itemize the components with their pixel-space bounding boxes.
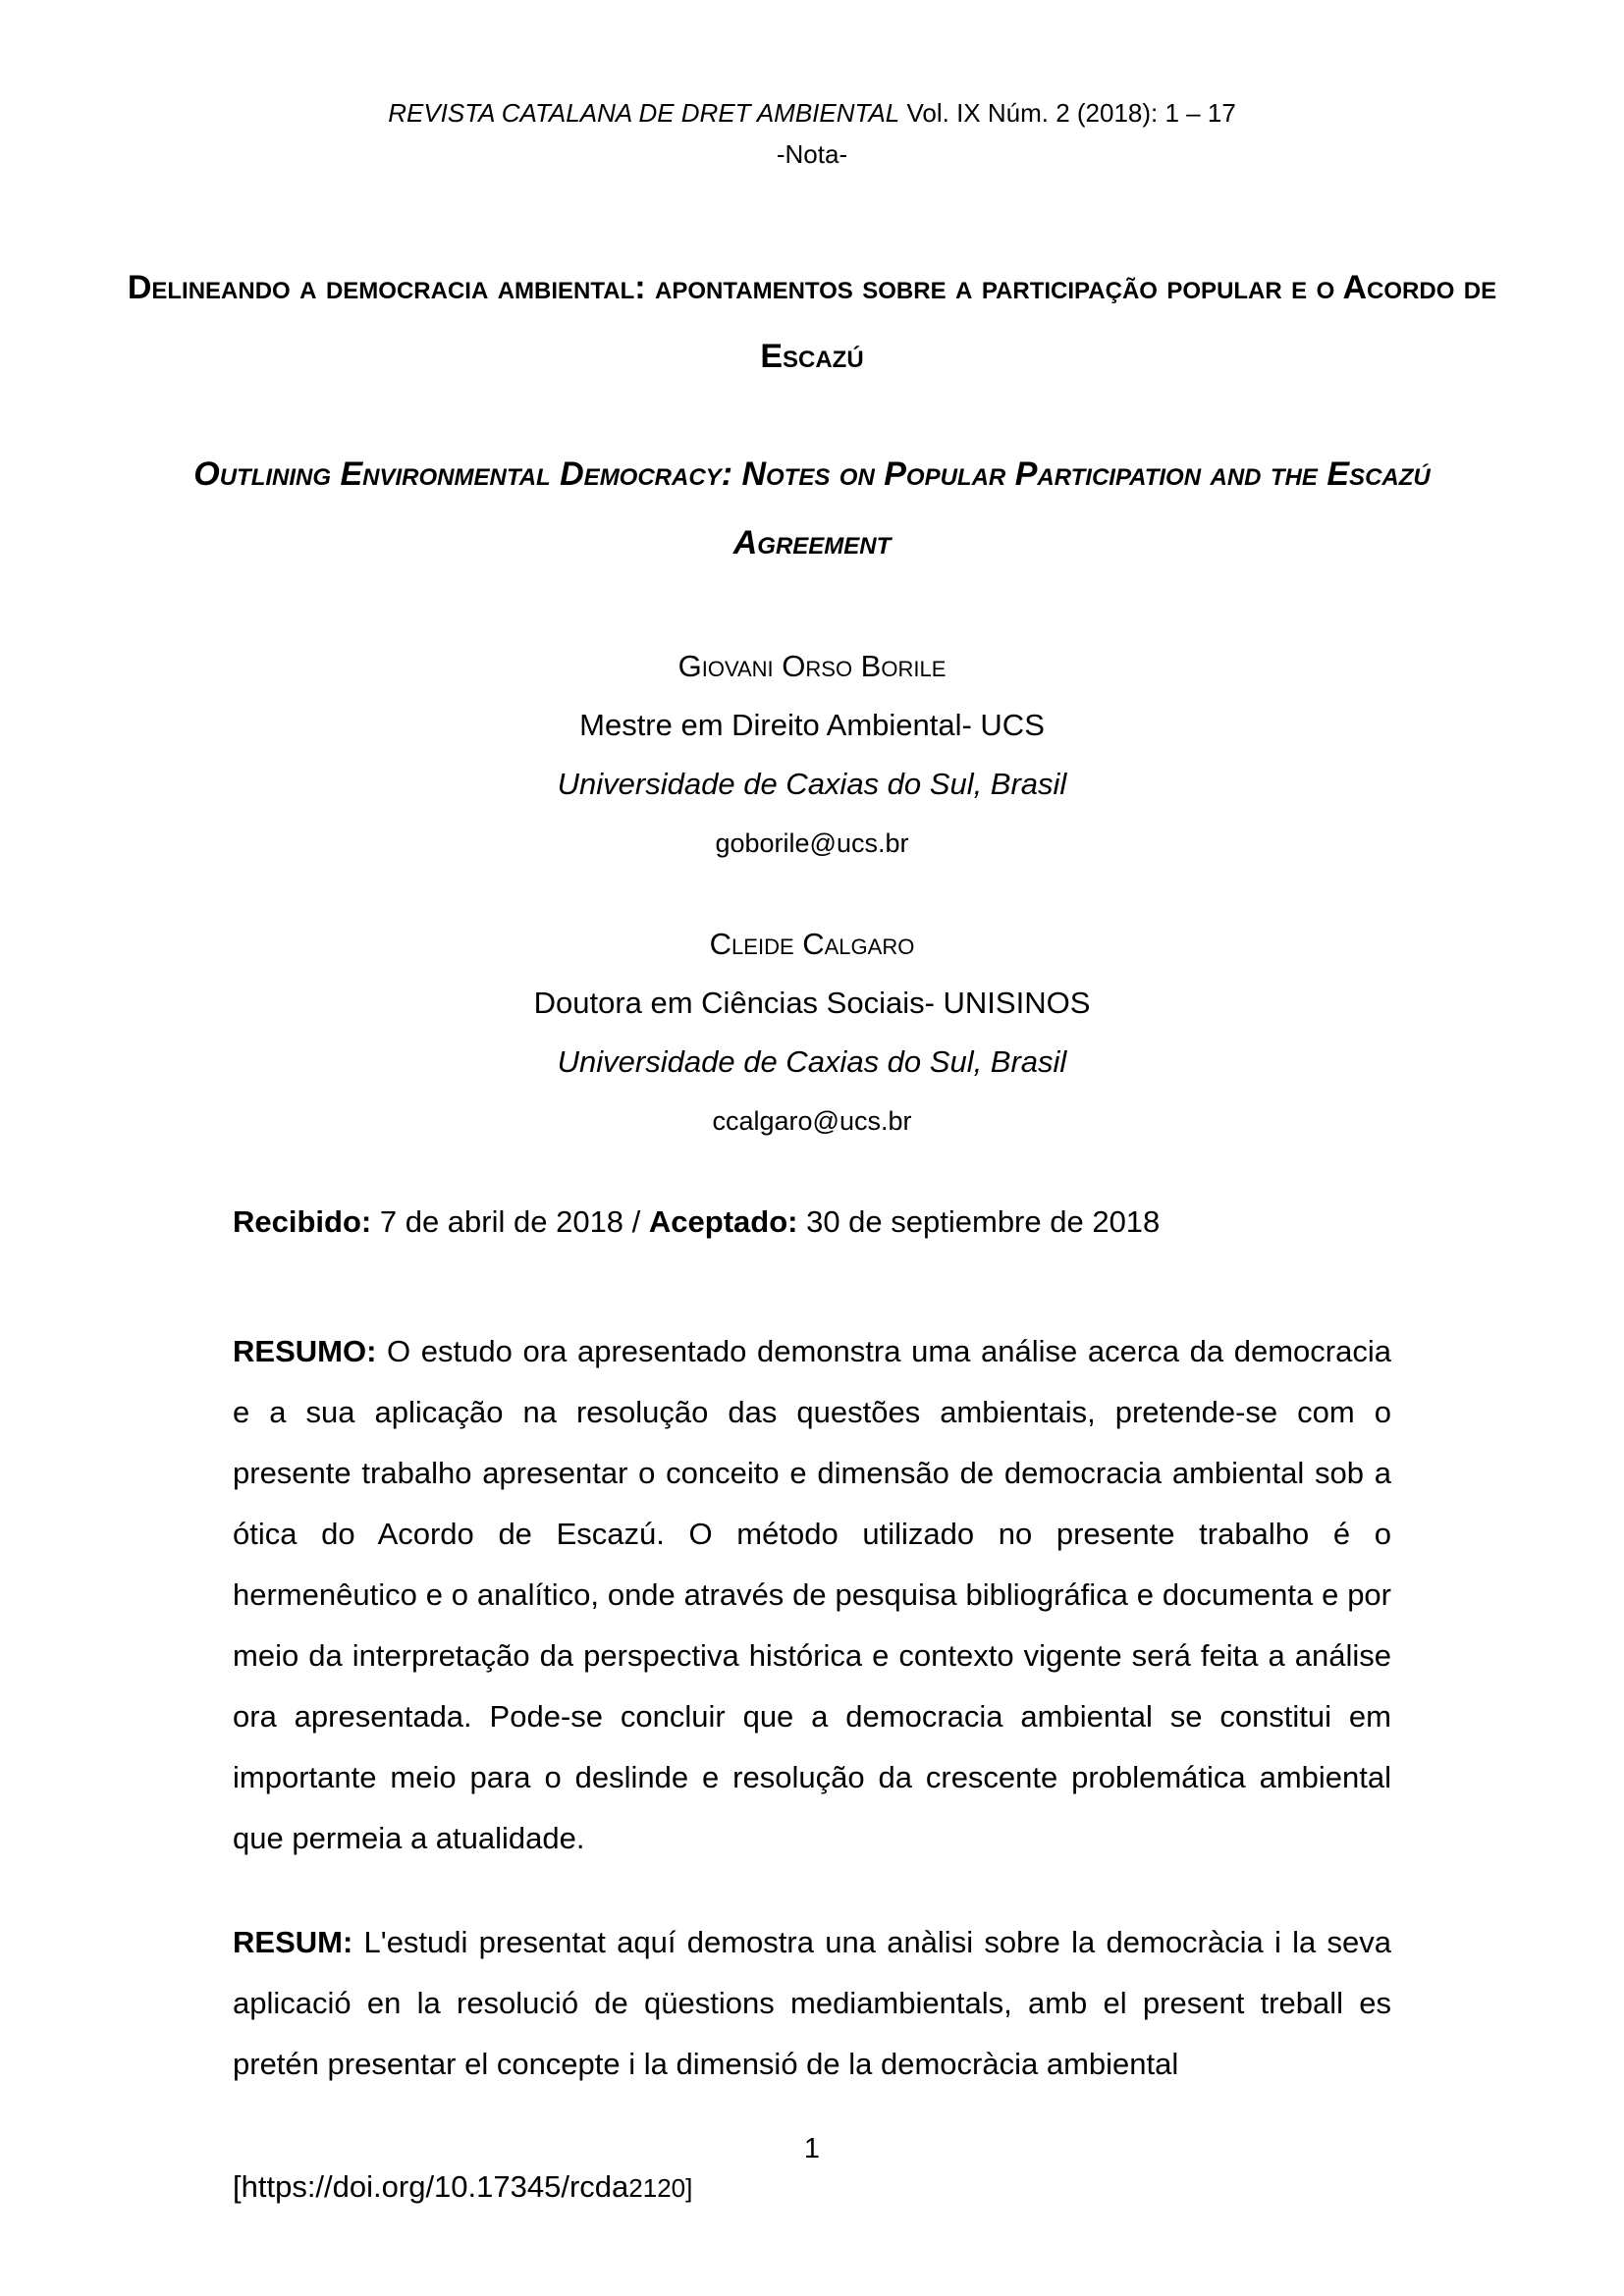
author-name: Cleide Calgaro — [709, 927, 915, 961]
journal-issue-info: Vol. IX Núm. 2 (2018): 1 – 17 — [899, 98, 1236, 128]
author-degree: Doutora em Ciências Sociais- UNISINOS — [533, 986, 1091, 1020]
author-email: ccalgaro@ucs.br — [712, 1106, 912, 1136]
title-portuguese: Delineando a democracia ambiental: apontamentos sobre a participação popular e o Acordo de Escazú — [127, 269, 1497, 375]
abstract-catalan — [233, 1912, 1391, 2095]
author-block-2 — [233, 915, 1391, 1150]
abstract-ca-label: RESUM: — [233, 1925, 353, 1959]
doi-suffix: 2120] — [628, 2173, 693, 2203]
title-english: Outlining Environmental Democracy: Notes on Popular Participation and the Escazú Agreement — [193, 455, 1431, 561]
journal-name: REVISTA CATALANA DE DRET AMBIENTAL — [388, 98, 900, 128]
author-affiliation: Universidade de Caxias do Sul, Brasil — [557, 767, 1067, 801]
received-date: 7 de abril de 2018 / — [371, 1204, 649, 1239]
accepted-date: 30 de septiembre de 2018 — [797, 1204, 1161, 1239]
abstract-pt-text: O estudo ora apresentado demonstra uma análise acerca da democracia e a sua aplicação na resolução das questões ambientais, pretende-se com o presente trabalho apresentar o conceito e dimensão de democracia ambiental sob a ótica do Acordo de Escazú. O método utilizado no presente trabalho é o hermenêutico e o analítico, onde através de pesquisa bibliográfica e documenta e por meio da interpretação da perspectiva histórica e contexto vigente será feita a análise ora apresentada. Pode-se concluir que a democracia ambiental se constitui em importante meio para o deslinde e resolução da crescente problemática ambiental que permeia a atualidade. — [233, 1334, 1391, 1855]
received-label: Recibido: — [233, 1204, 372, 1239]
author-affiliation: Universidade de Caxias do Sul, Brasil — [557, 1044, 1067, 1079]
dates-line — [233, 1192, 1391, 1253]
journal-header-line — [0, 92, 1624, 133]
abstract-portuguese — [233, 1321, 1391, 1869]
abstract-ca-text: L'estudi presentat aquí demostra una anàlisi sobre la democràcia i la seva aplicació en la resolució de qüestions mediambientals, amb el present treball es pretén presentar el concepte i la dimensió de la democràcia ambiental — [233, 1925, 1391, 2081]
page-number: 1 — [803, 2133, 821, 2164]
doi-text — [233, 2167, 1391, 2208]
author-email: goborile@ucs.br — [715, 828, 909, 858]
author-name: Giovani Orso Borile — [677, 649, 947, 683]
doi-main: [https://doi.org/10.17345/rcda — [233, 2169, 629, 2204]
note-label: -Nota- — [776, 139, 848, 169]
author-degree: Mestre em Direito Ambiental- UCS — [579, 708, 1045, 742]
journal-header — [0, 92, 1624, 175]
author-block-1 — [233, 637, 1391, 873]
accepted-label: Aceptado: — [648, 1204, 798, 1239]
abstract-pt-label: RESUMO: — [233, 1334, 377, 1368]
